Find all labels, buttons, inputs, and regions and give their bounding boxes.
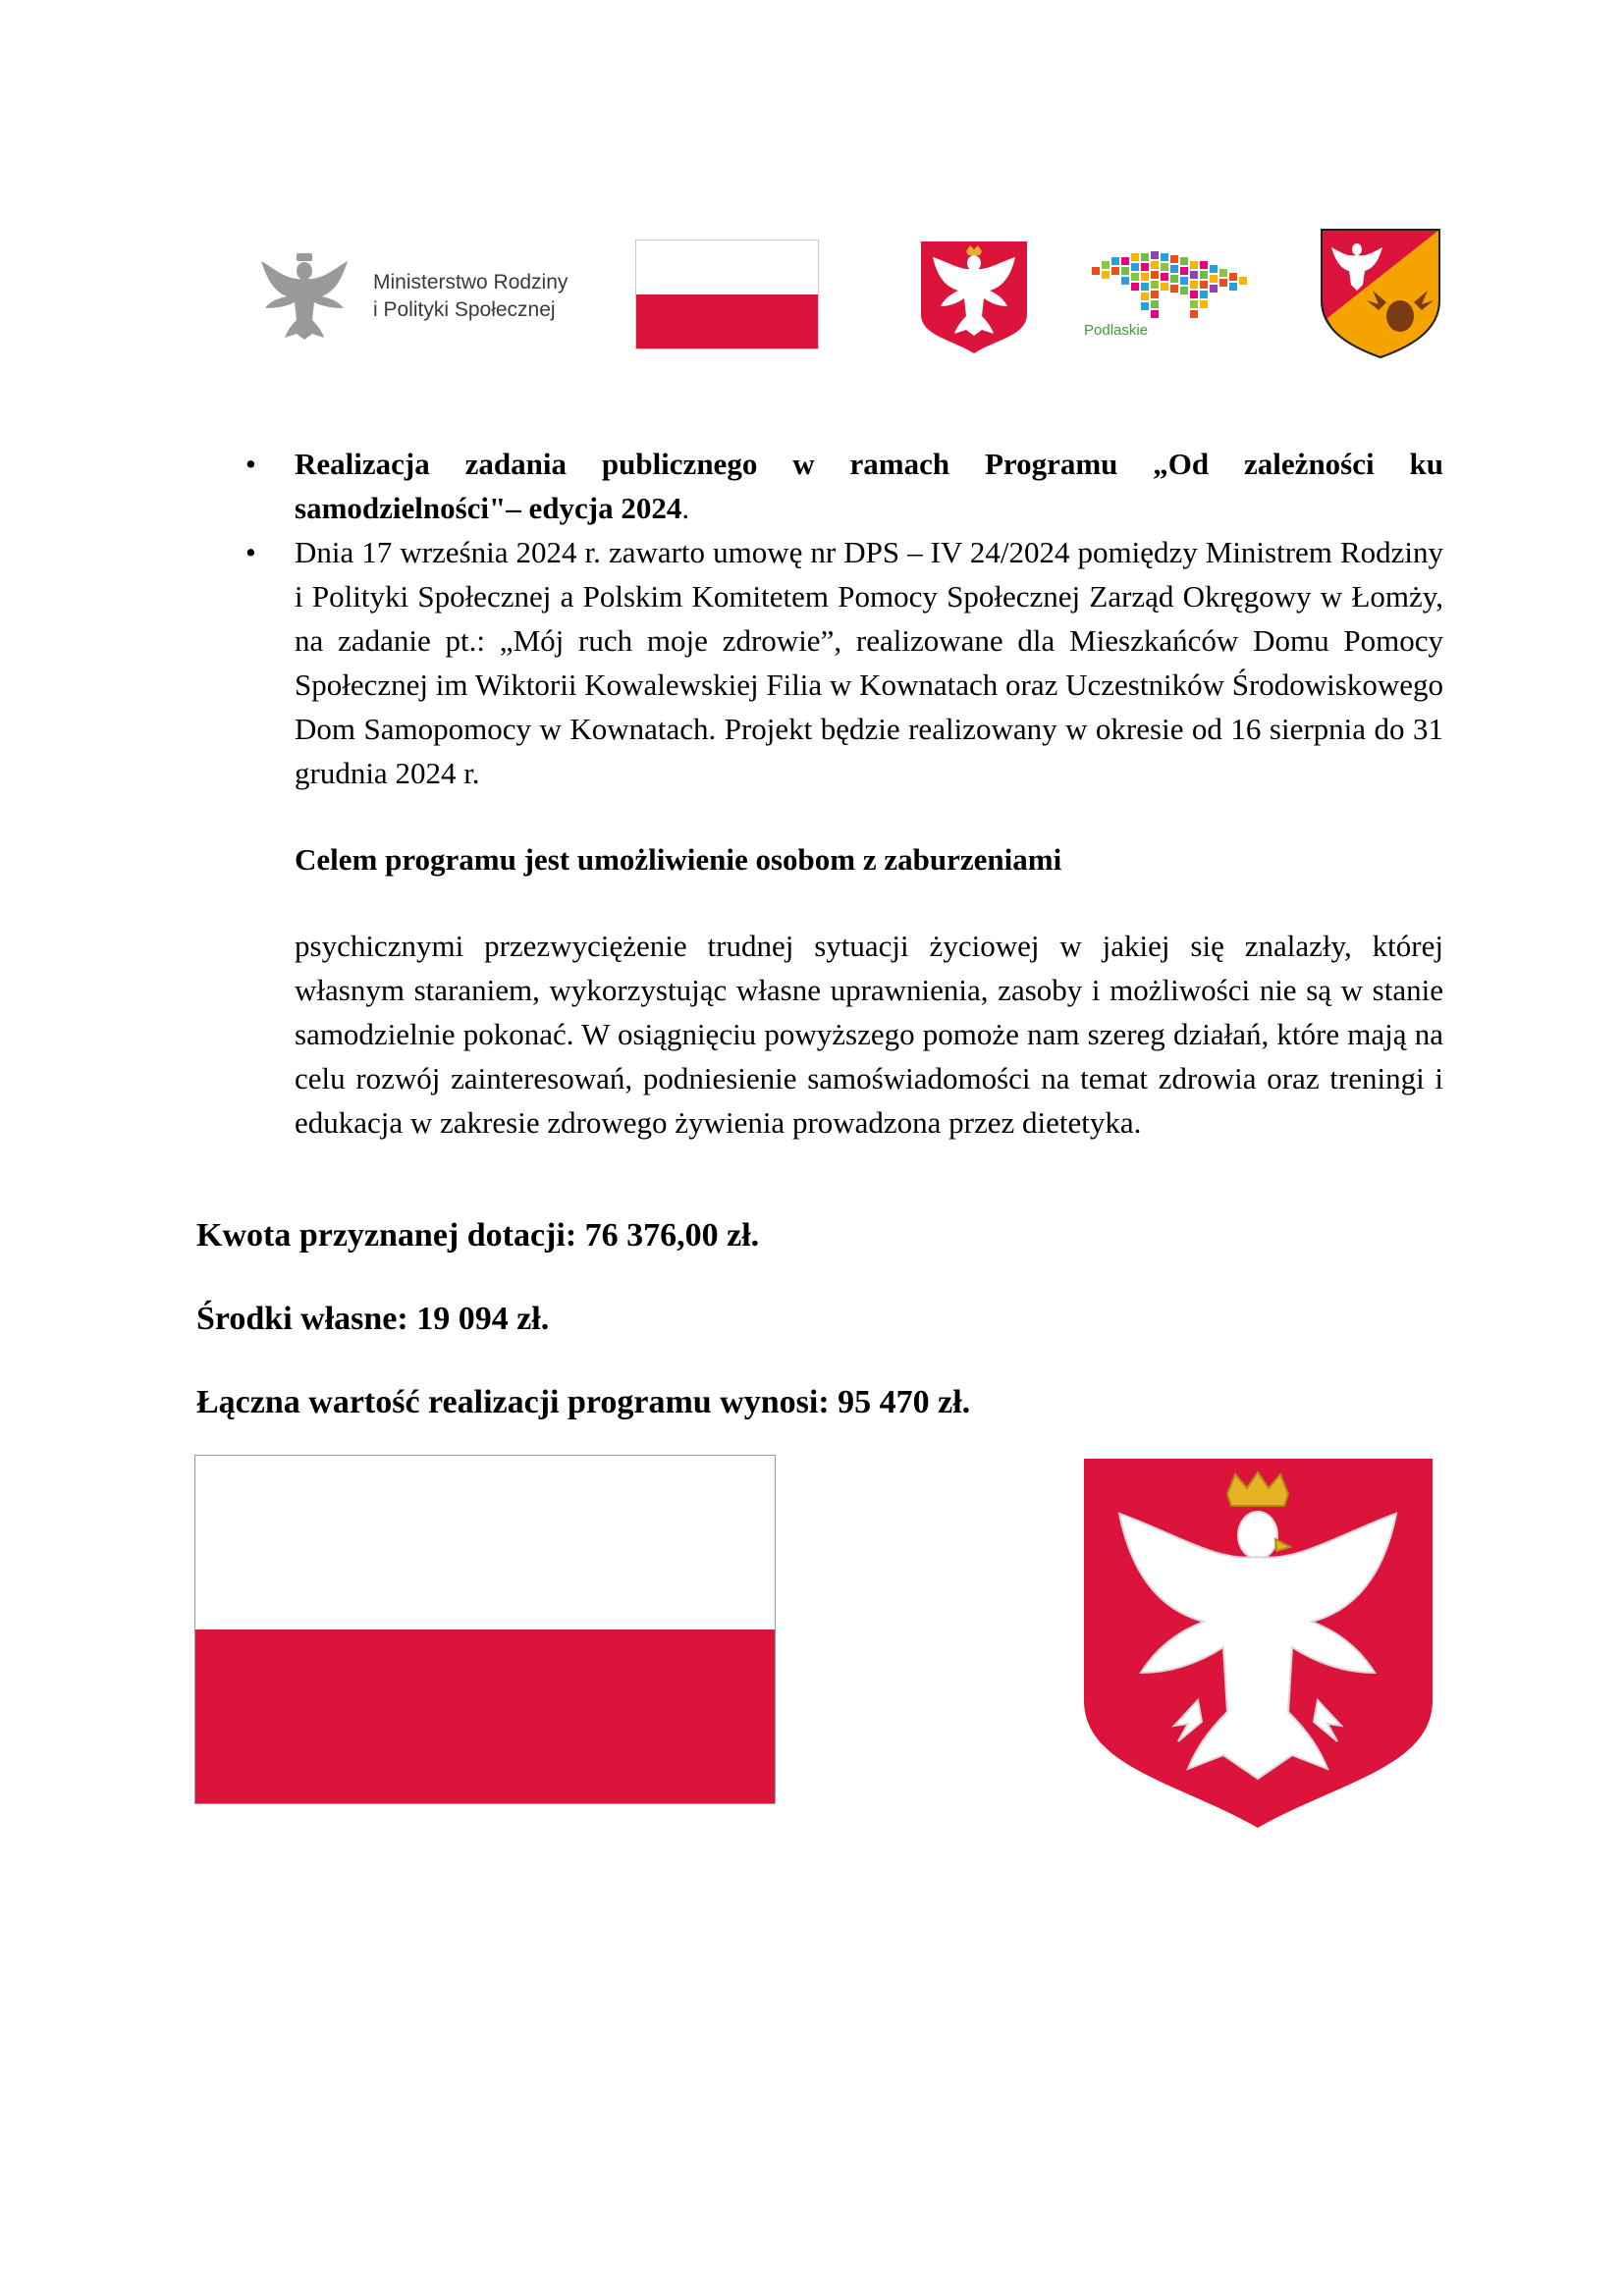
- bullet-icon: •: [245, 535, 256, 569]
- list-item: [196, 530, 1443, 795]
- polish-flag-large-icon: [194, 1455, 776, 1804]
- bison-mosaic-icon: [1082, 247, 1283, 326]
- document-body: [196, 442, 1443, 1145]
- ministry-name: [373, 269, 568, 324]
- lomza-county-crest-icon: [1318, 226, 1443, 359]
- eagle-emblem-gray-icon: [257, 251, 352, 342]
- grant-amount: Kwota przyznanej dotacji: 76 376,00 zł.: [196, 1217, 760, 1254]
- list-item: [196, 442, 1443, 530]
- ministry-line-1: Ministerstwo Rodziny: [373, 271, 568, 294]
- goal-paragraph: psychicznymi przezwyciężenie trudnej sytuacji życiowej w jakiej się znalazły, której własnym staraniem, wykorzystując własne uprawnienia, zasoby i możliwości nie są w stanie samodzielnie pokonać. W osiągnięciu powyższego pomoże nam szereg działań, które mają na celu rozwój zainteresowań, podniesienie samoświadomości na temat zdrowia oraz treningi i edukacja w zakresie zdrowego żywienia prowadzona przez dietetyka.: [295, 929, 1443, 1140]
- polish-flag-icon: [635, 240, 819, 349]
- program-title-tail: .: [681, 491, 690, 525]
- own-funds-amount: Środki własne: 19 094 zł.: [196, 1301, 550, 1337]
- bullet-list: [196, 442, 1443, 795]
- ministry-logo: [257, 251, 591, 342]
- program-title: Realizacja zadania publicznego w ramach Programu „Od zależności ku samodzielności"– edycja 2024: [295, 447, 1443, 525]
- podlaskie-logo: [1082, 247, 1283, 347]
- goal-heading: Celem programu jest umożliwienie osobom z zaburzeniami: [295, 842, 1062, 877]
- agreement-paragraph: Dnia 17 września 2024 r. zawarto umowę nr DPS – IV 24/2024 pomiędzy Ministrem Rodziny i Polityki Społecznej a Polskim Komitetem Pomocy Społecznej Zarząd Okręgowy w Łomży, na zadanie pt.: „Mój ruch moje zdrowie”, realizowane dla Mieszkańców Domu Pomocy Społecznej im Wiktorii Kowalewskiej Filia w Kownatach oraz Uczestników Środowiskowego Dom Samopomocy w Kownatach. Projekt będzie realizowany w okresie od 16 sierpnia do 31 grudnia 2024 r.: [295, 535, 1443, 790]
- polish-coat-of-arms-icon: [917, 238, 1031, 355]
- bullet-icon: •: [245, 447, 256, 481]
- polish-coat-of-arms-large-icon: [1080, 1455, 1436, 1832]
- podlaskie-label: Podlaskie: [1084, 322, 1149, 339]
- ministry-line-2: i Polityki Społecznej: [373, 298, 556, 321]
- total-amount: Łączna wartość realizacji programu wynosi: 95 470 zł.: [196, 1384, 971, 1420]
